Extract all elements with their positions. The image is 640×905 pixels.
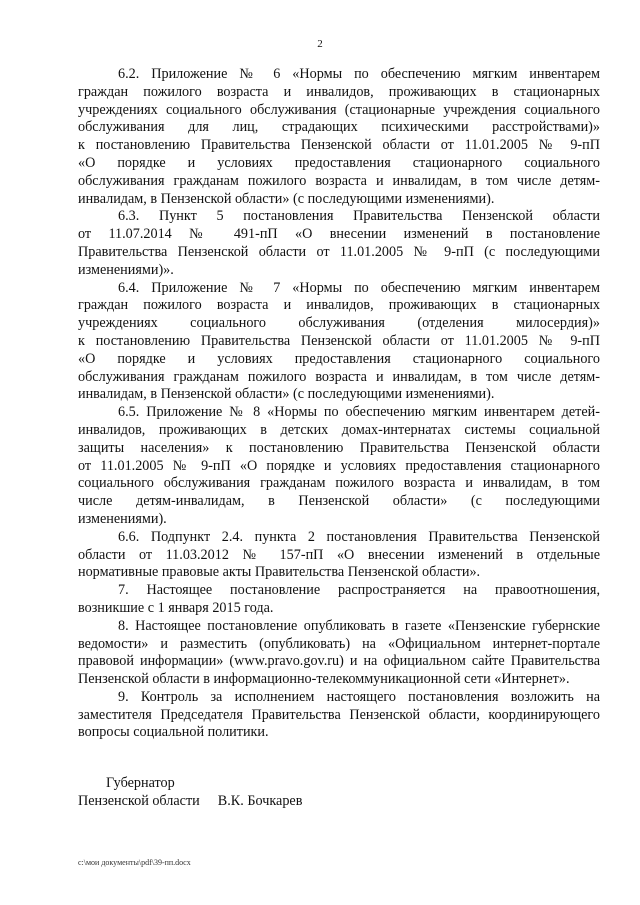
paragraph-6-4 <box>78 280 600 405</box>
signature-line <box>78 792 302 810</box>
text-line: к постановлению Правительства Пензенской области от 11.01.2005 № 9-пП <box>78 332 600 349</box>
text-line: учреждениях социального обслуживания (стационарные учреждения социального <box>78 101 600 118</box>
text-line: области от 11.03.2012 № 157-пП «О внесении изменений в отдельные <box>78 546 600 563</box>
text-line: к постановлению Правительства Пензенской области от 11.01.2005 № 9-пП <box>78 137 600 154</box>
text-line: Правительства Пензенской области от 11.01.2005 № 9-пП (с последующими <box>78 243 600 260</box>
text-line: 8. Настоящее постановление опубликовать в газете «Пензенские губернские <box>118 617 600 634</box>
text-line: 6.3. Пункт 5 постановления Правительства Пензенской области <box>118 208 600 225</box>
text-line: числе детям-инвалидам, в Пензенской области» (с последующими <box>78 493 600 510</box>
paragraph-7 <box>78 582 600 618</box>
text-line: заместителя Председателя Правительства Пензенской области, координирующего <box>78 706 600 723</box>
text-line: 9. Контроль за исполнением настоящего постановления возложить на <box>118 688 600 705</box>
text-line: 6.5. Приложение № 8 «Нормы по обеспечению мягким инвентарем детей- <box>118 404 600 421</box>
text-line: изменениями)». <box>78 261 174 278</box>
document-body <box>78 66 600 742</box>
paragraph-6-6 <box>78 529 600 582</box>
signature-name: В.К. Бочкарев <box>217 793 303 809</box>
text-line: инвалидов, проживающих в детских домах-интернатах системы социальной <box>78 421 600 438</box>
text-line: возникшие с 1 января 2015 года. <box>78 599 274 616</box>
text-line: обслуживания гражданам пожилого возраста и инвалидам, в том числе детям- <box>78 368 600 385</box>
text-line: 6.4. Приложение № 7 «Нормы по обеспечению мягким инвентарем <box>118 279 600 296</box>
paragraph-6-3 <box>78 208 600 279</box>
text-line: граждан пожилого возраста и инвалидов, проживающих в стационарных <box>78 297 600 314</box>
page-number: 2 <box>317 38 323 50</box>
signature-region: Пензенской области <box>78 793 200 809</box>
paragraph-6-5 <box>78 404 600 529</box>
text-line: защиты населения» к постановлению Правительства Пензенской области <box>78 439 600 456</box>
text-line: от 11.01.2005 № 9-пП «О порядке и условиях предоставления стационарного <box>78 457 600 474</box>
text-line: от 11.07.2014 № 491-пП «О внесении изменений в постановление <box>78 226 600 243</box>
text-line: «О порядке и условиях предоставления стационарного социального <box>78 154 600 171</box>
text-line: граждан пожилого возраста и инвалидов, проживающих в стационарных <box>78 83 600 100</box>
text-line: учреждениях социального обслуживания (отделения милосердия)» <box>78 315 600 332</box>
text-line: нормативные правовые акты Правительства Пензенской области». <box>78 564 481 581</box>
text-line: инвалидам, в Пензенской области» (с последующими изменениями). <box>78 190 495 207</box>
text-line: обслуживания гражданам пожилого возраста и инвалидам, в том числе детям- <box>78 172 600 189</box>
paragraph-8 <box>78 618 600 689</box>
text-line: обслуживания для лиц, страдающих психическими расстройствами)» <box>78 119 600 136</box>
paragraph-6-2 <box>78 66 600 208</box>
text-line: изменениями). <box>78 510 167 527</box>
text-line: инвалидам, в Пензенской области» (с последующими изменениями). <box>78 386 495 403</box>
footer-file-path: c:\мои документы\pdf\39-пп.docx <box>78 858 191 867</box>
text-line: 6.2. Приложение № 6 «Нормы по обеспечению мягким инвентарем <box>118 66 600 82</box>
text-line: ведомости» и разместить (опубликовать) на «Официальном интернет-портале <box>78 635 600 652</box>
text-line: вопросы социальной политики. <box>78 724 269 741</box>
text-line: «О порядке и условиях предоставления стационарного социального <box>78 350 600 367</box>
text-line: 7. Настоящее постановление распространяется на правоотношения, <box>118 582 600 599</box>
text-line: правовой информации» (www.pravo.gov.ru) и на официальном сайте Правительства <box>78 653 600 670</box>
text-line: социального обслуживания гражданам пожилого возраста и инвалидам, в том <box>78 475 600 492</box>
signature-block <box>78 774 302 810</box>
signature-title: Губернатор <box>106 775 175 791</box>
text-line: 6.6. Подпункт 2.4. пункта 2 постановления Правительства Пензенской <box>118 528 600 545</box>
paragraph-9 <box>78 689 600 742</box>
text-line: Пензенской области в информационно-телекоммуникационной сети «Интернет». <box>78 671 570 688</box>
